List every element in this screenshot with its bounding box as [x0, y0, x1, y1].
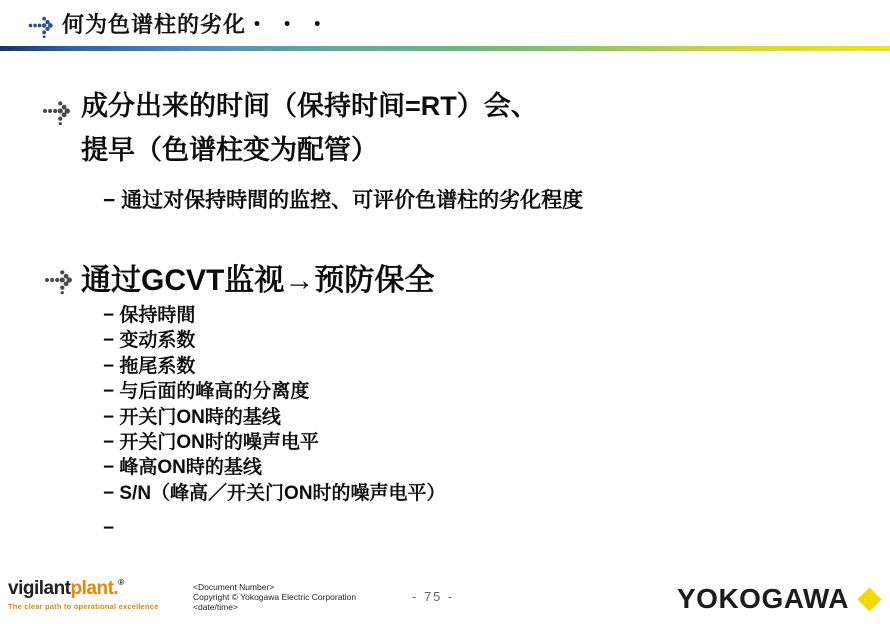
bullet2-heading: 通过GCVT监视→预防保全 [81, 264, 435, 297]
vigilantplant-logo-black: vigilant [8, 578, 71, 599]
dotted-arrow-icon [44, 266, 78, 294]
accent-gradient-bar [0, 46, 890, 51]
list-item: − 开关门ON時的基线 [103, 406, 281, 428]
page-title: 何为色谱柱的劣化・ ・ ・ [62, 12, 330, 37]
list-item: − 开关门ON时的噪声电平 [103, 432, 319, 454]
yokogawa-wordmark: YOKOGAWA [676, 583, 849, 614]
list-item: − 保持時間 [103, 305, 196, 326]
yokogawa-diamond-icon [857, 587, 881, 611]
bullet1-text [81, 84, 538, 172]
datetime-placeholder: <date/time> [193, 602, 238, 612]
bullet1-line1: 成分出来的时间（保持时间=RT）会、 [81, 91, 538, 121]
yokogawa-logo [677, 583, 878, 615]
document-info [193, 582, 356, 612]
page-number: - 75 - [412, 589, 455, 604]
vigilantplant-logo [8, 578, 188, 611]
registered-trademark-symbol: ® [118, 578, 124, 587]
dotted-arrow-icon [42, 97, 76, 125]
vigilantplant-tagline: The clear path to operational excellence [8, 602, 159, 611]
document-number-placeholder: <Document Number> [193, 582, 275, 592]
bullet1-line2: 提早（色谱柱变为配管） [81, 135, 378, 165]
list-item: − 变动系数 [103, 330, 196, 352]
copyright-line: Copyright © Yokogawa Electric Corporation [193, 592, 357, 602]
list-item: − S/N（峰高／开关门ON时的噪声电平） [103, 482, 446, 504]
vigilantplant-logo-orange: plant. [70, 578, 119, 599]
list-item: − 拖尾系数 [103, 355, 196, 377]
monitoring-item-list [103, 303, 446, 542]
dotted-arrow-icon [28, 13, 58, 38]
list-item: − [103, 518, 115, 540]
bullet1-sub-item: − 通过对保持時間的监控、可评价色谱柱的劣化程度 [103, 189, 584, 212]
list-item: − 与后面的峰高的分离度 [103, 381, 310, 403]
list-item: − 峰高ON時的基线 [103, 457, 262, 479]
